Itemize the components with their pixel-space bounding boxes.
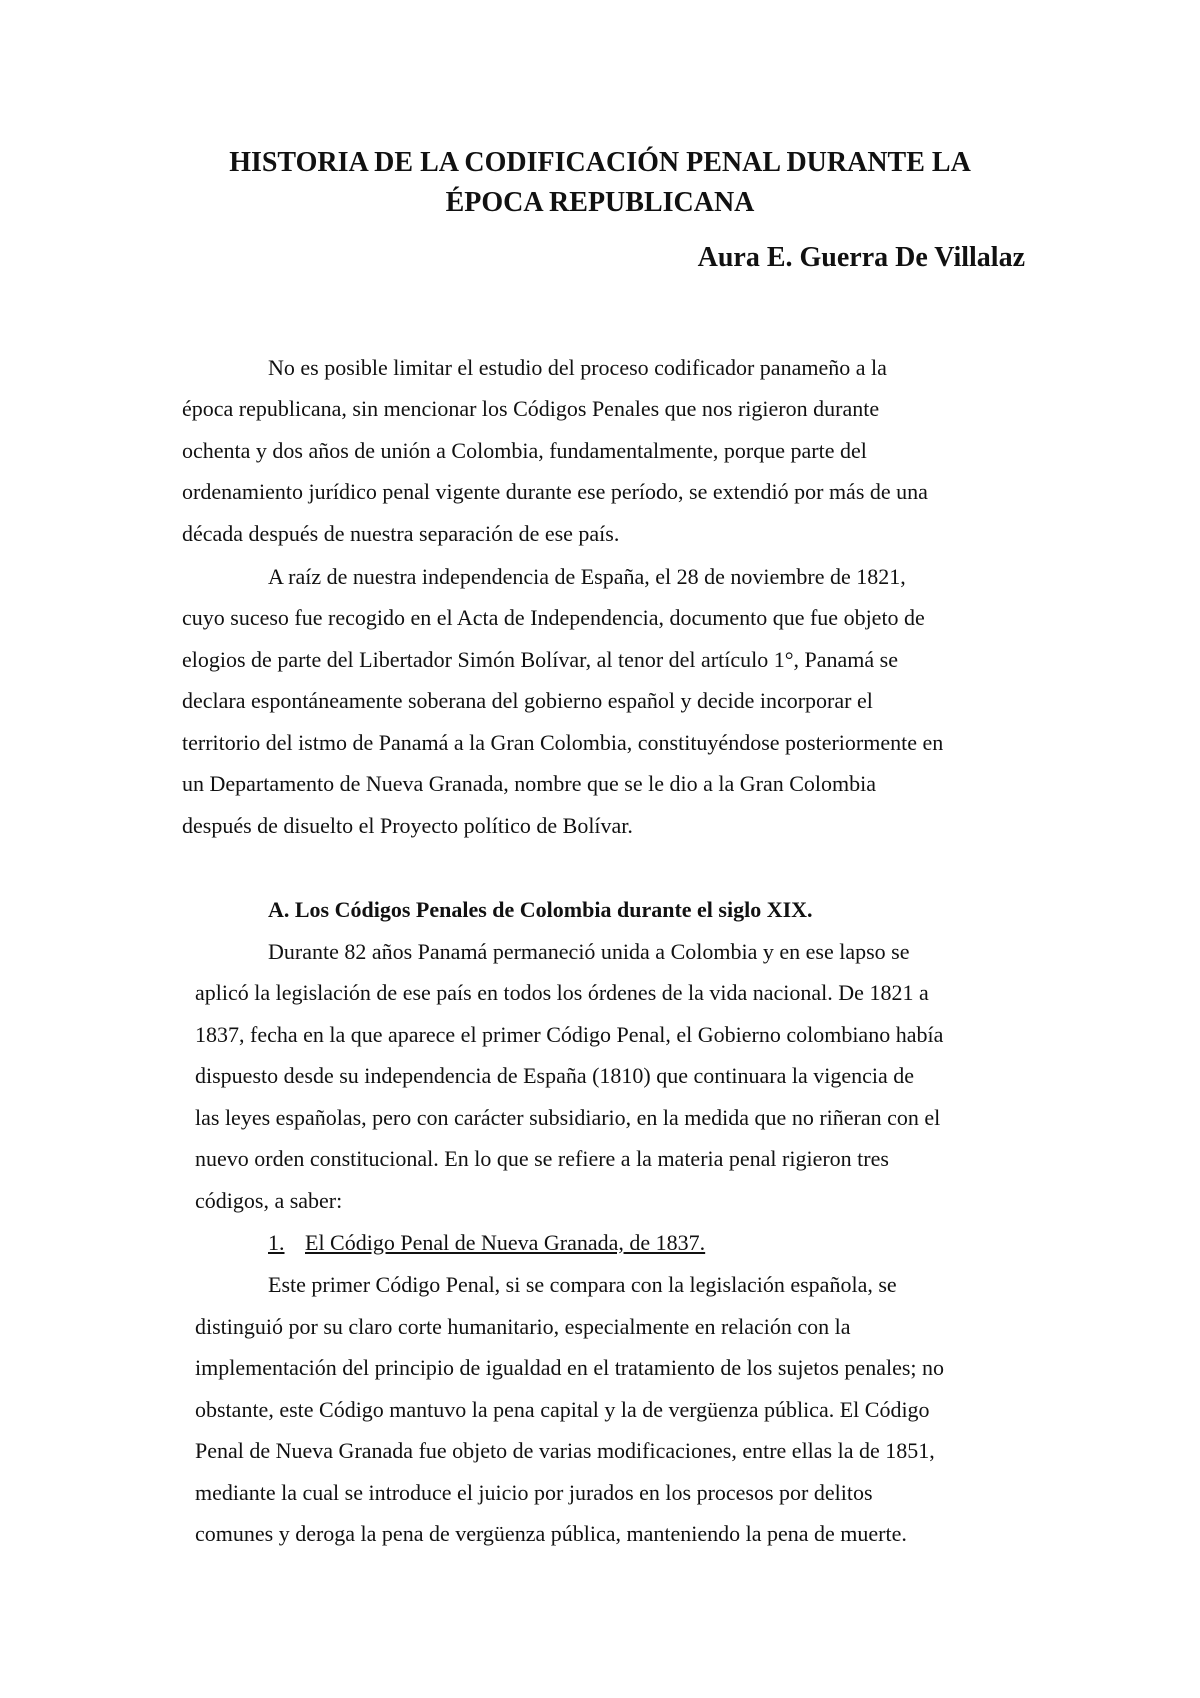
section-a-heading: A. Los Códigos Penales de Colombia durante el siglo XIX.	[268, 897, 813, 922]
paragraph-4-line: distinguió por su claro corte humanitario, especialmente en relación con la	[195, 1314, 851, 1339]
paragraph-3-line: dispuesto desde su independencia de España (1810) que continuara la vigencia de	[195, 1063, 915, 1088]
paragraph-3-line: códigos, a saber:	[195, 1188, 343, 1213]
paragraph-2-line: cuyo suceso fue recogido en el Acta de Independencia, documento que fue objeto de	[182, 605, 925, 630]
document-title	[0, 143, 1200, 223]
paragraph-2-line: A raíz de nuestra independencia de España, el 28 de noviembre de 1821,	[268, 564, 906, 589]
paragraph-1-line: No es posible limitar el estudio del proceso codificador panameño a la	[268, 355, 887, 380]
author-name: Aura E. Guerra De Villalaz	[697, 242, 1025, 273]
paragraph-3-line: aplicó la legislación de ese país en todos los órdenes de la vida nacional. De 1821 a	[195, 980, 929, 1005]
paragraph-1-line: época republicana, sin mencionar los Códigos Penales que nos rigieron durante	[182, 396, 880, 421]
paragraph-1-line: década después de nuestra separación de ese país.	[182, 521, 620, 546]
paragraph-2-line: un Departamento de Nueva Granada, nombre que se le dio a la Gran Colombia	[182, 771, 876, 796]
paragraph-3-line: nuevo orden constitucional. En lo que se refiere a la materia penal rigieron tres	[195, 1146, 889, 1171]
paragraph-4-line: obstante, este Código mantuvo la pena capital y la de vergüenza pública. El Código	[195, 1397, 930, 1422]
paragraph-3-line: 1837, fecha en la que aparece el primer Código Penal, el Gobierno colombiano había	[195, 1022, 944, 1047]
paragraph-4-line: mediante la cual se introduce el juicio por jurados en los procesos por delitos	[195, 1480, 873, 1505]
paragraph-4-line: Penal de Nueva Granada fue objeto de varias modificaciones, entre ellas la de 1851,	[195, 1438, 935, 1463]
paragraph-2-line: declara espontáneamente soberana del gobierno español y decide incorporar el	[182, 688, 873, 713]
title-line-1: HISTORIA DE LA CODIFICACIÓN PENAL DURANTE LA	[229, 147, 971, 178]
subsection-1-title: El Código Penal de Nueva Granada, de 1837.	[305, 1230, 706, 1255]
paragraph-2-line: elogios de parte del Libertador Simón Bolívar, al tenor del artículo 1°, Panamá se	[182, 647, 898, 672]
paragraph-4-line: Este primer Código Penal, si se compara con la legislación española, se	[268, 1272, 897, 1297]
subsection-1-number: 1.	[268, 1230, 285, 1255]
paragraph-2-line: territorio del istmo de Panamá a la Gran Colombia, constituyéndose posteriormente en	[182, 730, 944, 755]
paragraph-4-line: comunes y deroga la pena de vergüenza pública, manteniendo la pena de muerte.	[195, 1521, 907, 1546]
title-line-2: ÉPOCA REPUBLICANA	[445, 187, 755, 218]
paragraph-3-line: Durante 82 años Panamá permaneció unida a Colombia y en ese lapso se	[268, 939, 910, 964]
paragraph-2-line: después de disuelto el Proyecto político de Bolívar.	[182, 813, 633, 838]
paragraph-3-line: las leyes españolas, pero con carácter subsidiario, en la medida que no riñeran con el	[195, 1105, 941, 1130]
paragraph-1-line: ochenta y dos años de unión a Colombia, fundamentalmente, porque parte del	[182, 438, 867, 463]
paragraph-1-line: ordenamiento jurídico penal vigente durante ese período, se extendió por más de una	[182, 479, 928, 504]
paragraph-4-line: implementación del principio de igualdad en el tratamiento de los sujetos penales; no	[195, 1355, 945, 1380]
